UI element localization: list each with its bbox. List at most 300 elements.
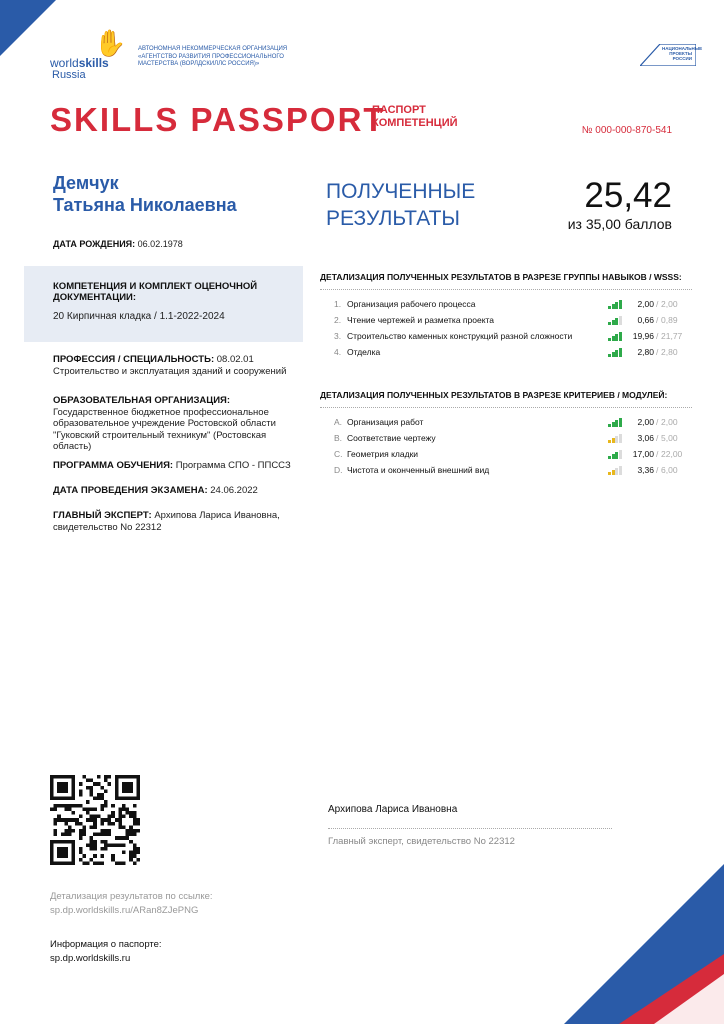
- row-slash: /: [656, 331, 659, 341]
- qr-module: [126, 833, 130, 837]
- page-subtitle: ПАСПОРТ КОМПЕТЕНЦИЙ: [372, 104, 458, 129]
- qr-module: [104, 833, 108, 837]
- qr-module: [93, 807, 97, 811]
- dob-label: ДАТА РОЖДЕНИЯ:: [53, 239, 136, 249]
- qr-module: [57, 847, 68, 858]
- qr-module: [129, 851, 133, 855]
- row-score: 2,00: [637, 299, 654, 309]
- signal-bar: [619, 332, 622, 341]
- qr-module: [64, 818, 68, 822]
- signal-bars-icon: [608, 316, 622, 325]
- qr-module: [100, 840, 104, 844]
- qr-module: [104, 818, 108, 822]
- competence-label: КОМПЕТЕНЦИЯ И КОМПЛЕКТ ОЦЕНОЧНОЙ ДОКУМЕНТАЦИИ:: [53, 281, 258, 303]
- qr-module: [118, 807, 122, 811]
- qr-module: [122, 861, 126, 865]
- qr-module: [100, 829, 104, 833]
- signal-bars-icon: [608, 332, 622, 341]
- worldskills-hands-icon: ✋: [94, 28, 127, 58]
- qr-module: [122, 843, 126, 847]
- qr-module: [133, 861, 137, 865]
- qr-module: [68, 818, 72, 822]
- row-slash: /: [656, 347, 659, 357]
- qr-module: [108, 775, 112, 779]
- qr-module: [68, 829, 72, 833]
- qr-module: [50, 807, 54, 811]
- date-of-birth: [53, 239, 183, 249]
- qr-module: [104, 775, 108, 779]
- qr-module: [54, 822, 58, 826]
- qr-module: [118, 836, 122, 840]
- qr-module: [90, 847, 94, 851]
- qr-module: [90, 789, 94, 793]
- qr-module: [54, 829, 58, 833]
- signature-role: Главный эксперт, свидетельство No 22312: [328, 836, 515, 847]
- qr-module: [104, 789, 108, 793]
- qr-module: [133, 854, 137, 858]
- exam-date-label: ДАТА ПРОВЕДЕНИЯ ЭКЗАМЕНА:: [53, 485, 208, 496]
- qr-module: [61, 804, 65, 808]
- qr-module: [93, 825, 97, 829]
- qr-module: [68, 807, 72, 811]
- holder-last-name: Демчук: [53, 173, 119, 193]
- signal-bar: [619, 450, 622, 459]
- corner-decoration-flag: [524, 864, 724, 1024]
- qr-module: [129, 833, 133, 837]
- row-slash: /: [656, 465, 659, 475]
- qr-module: [118, 825, 122, 829]
- passport-info-block: [50, 938, 300, 966]
- qr-module: [111, 811, 115, 815]
- qr-module: [136, 822, 140, 826]
- row-slash: /: [656, 417, 659, 427]
- exam-date-value: 24.06.2022: [210, 485, 258, 496]
- qr-module: [79, 851, 83, 855]
- qr-module: [64, 829, 68, 833]
- qr-module: [82, 854, 86, 858]
- row-max: 21,77: [661, 331, 683, 341]
- qr-module: [79, 804, 83, 808]
- qr-module: [104, 847, 108, 851]
- qr-module: [104, 840, 108, 844]
- qr-module: [79, 847, 83, 851]
- qr-module: [86, 811, 90, 815]
- qr-module: [126, 807, 130, 811]
- qr-module: [64, 822, 68, 826]
- row-score: 3,06: [637, 433, 654, 443]
- qr-module: [86, 843, 90, 847]
- qr-module: [79, 789, 83, 793]
- row-score: 2,00: [637, 417, 654, 427]
- logo-country: Russia: [52, 69, 86, 81]
- row-max: 2,00: [661, 417, 678, 427]
- qr-module: [97, 775, 101, 779]
- qr-module: [75, 818, 79, 822]
- qr-module: [54, 833, 58, 837]
- qr-module: [104, 804, 108, 808]
- qr-module: [54, 804, 58, 808]
- qr-module: [90, 858, 94, 862]
- qr-module: [57, 804, 61, 808]
- qr-module: [133, 804, 137, 808]
- qr-module: [115, 843, 119, 847]
- signal-bar: [619, 434, 622, 443]
- skills-section-divider: [320, 289, 692, 290]
- qr-module: [82, 775, 86, 779]
- qr-module: [68, 804, 72, 808]
- row-name: Отделка: [347, 347, 381, 357]
- qr-module: [129, 829, 133, 833]
- qr-module: [86, 800, 90, 804]
- row-score: 19,96: [632, 331, 654, 341]
- program-block: [53, 460, 303, 472]
- qr-module: [100, 786, 104, 790]
- qr-module: [57, 782, 68, 793]
- holder-name: [53, 172, 293, 216]
- results-title: ПОЛУЧЕННЫЕ РЕЗУЛЬТАТЫ: [326, 180, 476, 230]
- qr-module: [111, 815, 115, 819]
- qr-module: [108, 829, 112, 833]
- row-max: 5,00: [661, 433, 678, 443]
- signal-bar: [619, 300, 622, 309]
- skills-section-title: ДЕТАЛИЗАЦИЯ ПОЛУЧЕННЫХ РЕЗУЛЬТАТОВ В РАЗРЕЗЕ ГРУППЫ НАВЫКОВ / WSSS:: [320, 272, 682, 282]
- page-title: SKILLS PASSPORT: [50, 101, 386, 138]
- qr-module: [97, 861, 101, 865]
- qr-module: [68, 825, 72, 829]
- row-max: 6,00: [661, 465, 678, 475]
- qr-module: [79, 822, 83, 826]
- logo-wordmark: worldskills: [50, 56, 109, 70]
- qr-module: [100, 818, 104, 822]
- qr-module: [136, 847, 140, 851]
- corner-decoration-blue: [0, 0, 56, 56]
- qr-module: [133, 811, 137, 815]
- qr-module: [100, 833, 104, 837]
- qr-module: [129, 815, 133, 819]
- qr-module: [129, 854, 133, 858]
- row-slash: /: [656, 315, 659, 325]
- qr-module: [97, 797, 101, 801]
- qr-module: [97, 793, 101, 797]
- qr-module: [100, 854, 104, 858]
- row-max: 0,89: [661, 315, 678, 325]
- qr-module: [111, 822, 115, 826]
- qr-module: [75, 822, 79, 826]
- row-score: 2,80: [637, 347, 654, 357]
- qr-module: [97, 782, 101, 786]
- qr-module: [86, 779, 90, 783]
- qr-module: [100, 793, 104, 797]
- qr-module: [79, 782, 83, 786]
- qr-module: [122, 815, 126, 819]
- row-slash: /: [656, 449, 659, 459]
- row-number: A.: [334, 417, 343, 427]
- qr-module: [104, 829, 108, 833]
- qr-module: [133, 815, 137, 819]
- education-org-value: Государственное бюджетное профессиональное образовательное учреждение Ростовской области "Гуковский строительный техникум" (Ростовская область): [53, 406, 276, 452]
- qr-module: [136, 851, 140, 855]
- total-score: 25,42: [584, 176, 672, 215]
- qr-module: [136, 818, 140, 822]
- passport-number: № 000-000-870-541: [581, 125, 672, 136]
- holder-first-names: Татьяна Николаевна: [53, 195, 237, 215]
- result-row: [334, 297, 690, 312]
- result-row: [334, 431, 690, 446]
- education-org-block: [53, 395, 303, 453]
- national-projects-text: НАЦИОНАЛЬНЫЕ ПРОЕКТЫ РОССИИ: [662, 46, 703, 61]
- row-max: 22,00: [661, 449, 683, 459]
- qr-module: [108, 782, 112, 786]
- qr-module: [90, 840, 94, 844]
- organization-name: АВТОНОМНАЯ НЕКОММЕРЧЕСКАЯ ОРГАНИЗАЦИЯ «АГЕНТСТВО РАЗВИТИЯ ПРОФЕССИОНАЛЬНОГО МАСТЕРСТВА (ВОРЛДСКИЛЛС РОССИЯ)»: [138, 46, 288, 67]
- qr-module: [115, 818, 119, 822]
- qr-module: [82, 807, 86, 811]
- row-name: Чистота и оконченный внешний вид: [347, 465, 490, 475]
- row-slash: /: [656, 433, 659, 443]
- qr-module: [133, 822, 137, 826]
- qr-module: [90, 825, 94, 829]
- qr-module: [90, 836, 94, 840]
- result-row: [334, 329, 690, 344]
- qr-module: [64, 804, 68, 808]
- qr-module: [72, 829, 76, 833]
- passport-info-url[interactable]: sp.dp.worldskills.ru: [50, 953, 131, 964]
- signal-bars-icon: [608, 418, 622, 427]
- row-name: Организация работ: [347, 417, 424, 427]
- qr-module: [79, 833, 83, 837]
- worldskills-logo: [50, 28, 127, 81]
- qr-module: [97, 815, 101, 819]
- qr-module: [100, 804, 104, 808]
- qr-module: [97, 833, 101, 837]
- qr-module: [108, 822, 112, 826]
- row-name: Чтение чертежей и разметка проекта: [347, 315, 495, 325]
- qr-module: [133, 833, 137, 837]
- row-name: Геометрия кладки: [347, 449, 419, 459]
- qr-module: [57, 815, 61, 819]
- qr-module: [57, 818, 61, 822]
- program-value: Программа СПО - ППССЗ: [175, 460, 291, 471]
- qr-module: [129, 825, 133, 829]
- qr-module: [72, 804, 76, 808]
- qr-module: [93, 782, 97, 786]
- max-score: из 35,00 баллов: [567, 216, 672, 232]
- qr-module: [111, 854, 115, 858]
- results-link-url[interactable]: sp.dp.worldskills.ru/ARan8ZJePNG: [50, 905, 199, 916]
- qr-module: [93, 854, 97, 858]
- qr-module: [133, 829, 137, 833]
- row-number: C.: [334, 449, 343, 459]
- qr-module: [122, 825, 126, 829]
- qr-module: [133, 847, 137, 851]
- row-name: Организация рабочего процесса: [347, 299, 476, 309]
- qr-module: [90, 818, 94, 822]
- qr-module: [79, 836, 83, 840]
- qr-module: [93, 818, 97, 822]
- qr-module: [118, 815, 122, 819]
- qr-code[interactable]: [50, 775, 140, 865]
- signal-bar: [619, 316, 622, 325]
- qr-module: [82, 825, 86, 829]
- qr-module: [100, 797, 104, 801]
- qr-module: [90, 807, 94, 811]
- qr-module: [82, 861, 86, 865]
- qr-module: [93, 833, 97, 837]
- qr-module: [75, 804, 79, 808]
- qr-module: [129, 811, 133, 815]
- qr-module: [122, 836, 126, 840]
- chief-expert-block: [53, 510, 303, 533]
- row-score: 17,00: [632, 449, 654, 459]
- qr-module: [86, 807, 90, 811]
- qr-module: [129, 840, 133, 844]
- criteria-section-divider: [320, 407, 692, 408]
- qr-module: [108, 833, 112, 837]
- qr-module: [64, 833, 68, 837]
- qr-module: [72, 811, 76, 815]
- qr-module: [115, 836, 119, 840]
- qr-module: [118, 811, 122, 815]
- qr-module: [79, 829, 83, 833]
- result-row: [334, 463, 690, 478]
- result-row: [334, 447, 690, 462]
- qr-module: [108, 815, 112, 819]
- qr-module: [118, 861, 122, 865]
- competence-value: 20 Кирпичная кладка / 1.1-2022-2024: [53, 311, 225, 322]
- row-number: 3.: [334, 331, 342, 341]
- qr-module: [126, 811, 130, 815]
- qr-module: [79, 815, 83, 819]
- qr-module: [93, 797, 97, 801]
- qr-module: [126, 829, 130, 833]
- qr-module: [100, 847, 104, 851]
- qr-module: [122, 804, 126, 808]
- signature-line: [328, 828, 612, 829]
- qr-module: [133, 843, 137, 847]
- qr-module: [118, 818, 122, 822]
- signal-bars-icon: [608, 434, 622, 443]
- qr-module: [122, 782, 133, 793]
- qr-module: [126, 836, 130, 840]
- qr-module: [122, 807, 126, 811]
- qr-module: [118, 843, 122, 847]
- qr-module: [111, 804, 115, 808]
- signal-bar: [619, 418, 622, 427]
- passport-info-label: Информация о паспорте:: [50, 939, 162, 950]
- qr-module: [90, 843, 94, 847]
- qr-module: [82, 833, 86, 837]
- criteria-section-title: ДЕТАЛИЗАЦИЯ ПОЛУЧЕННЫХ РЕЗУЛЬТАТОВ В РАЗРЕЗЕ КРИТЕРИЕВ / МОДУЛЕЙ:: [320, 390, 668, 400]
- row-score: 0,66: [637, 315, 654, 325]
- qr-module: [93, 861, 97, 865]
- qr-module: [115, 861, 119, 865]
- signal-bar: [619, 466, 622, 475]
- row-number: 4.: [334, 347, 342, 357]
- signal-bars-icon: [608, 466, 622, 475]
- signal-bars-icon: [608, 300, 622, 309]
- row-max: 2,80: [661, 347, 678, 357]
- qr-module: [90, 793, 94, 797]
- row-max: 2,00: [661, 299, 678, 309]
- row-number: 2.: [334, 315, 342, 325]
- row-score: 3,36: [637, 465, 654, 475]
- qr-module: [61, 818, 65, 822]
- qr-module: [136, 829, 140, 833]
- education-org-label: ОБРАЗОВАТЕЛЬНАЯ ОРГАНИЗАЦИЯ:: [53, 395, 231, 406]
- qr-module: [79, 793, 83, 797]
- qr-module: [122, 851, 126, 855]
- row-number: B.: [334, 433, 343, 443]
- qr-module: [90, 779, 94, 783]
- result-row: [334, 345, 690, 360]
- signal-bars-icon: [608, 348, 622, 357]
- qr-module: [54, 807, 58, 811]
- qr-module: [136, 858, 140, 862]
- exam-date-block: [53, 485, 303, 497]
- qr-module: [93, 815, 97, 819]
- qr-module: [133, 818, 137, 822]
- qr-module: [104, 800, 108, 804]
- signal-bars-icon: [608, 450, 622, 459]
- result-row: [334, 313, 690, 328]
- qr-module: [86, 786, 90, 790]
- competence-box: [24, 266, 303, 342]
- qr-module: [79, 858, 83, 862]
- qr-module: [93, 847, 97, 851]
- qr-module: [108, 843, 112, 847]
- row-number: D.: [334, 465, 343, 475]
- row-slash: /: [656, 299, 659, 309]
- profession-block: [53, 354, 303, 377]
- qr-module: [104, 843, 108, 847]
- qr-module: [111, 843, 115, 847]
- qr-module: [100, 822, 104, 826]
- qr-module: [118, 822, 122, 826]
- qr-module: [111, 858, 115, 862]
- qr-module: [54, 818, 58, 822]
- qr-module: [93, 822, 97, 826]
- qr-module: [90, 786, 94, 790]
- chief-expert-value: Архипова Лариса Ивановна, свидетельство No 22312: [53, 510, 280, 533]
- signature-name: Архипова Лариса Ивановна: [328, 804, 458, 815]
- qr-module: [129, 858, 133, 862]
- qr-module: [133, 851, 137, 855]
- program-label: ПРОГРАММА ОБУЧЕНИЯ:: [53, 460, 174, 471]
- signal-bar: [619, 348, 622, 357]
- qr-module: [90, 815, 94, 819]
- results-link-label: Детализация результатов по ссылке:: [50, 891, 213, 902]
- qr-module: [61, 833, 65, 837]
- profession-label: ПРОФЕССИЯ / СПЕЦИАЛЬНОСТЬ:: [53, 354, 215, 365]
- qr-module: [68, 833, 72, 837]
- row-number: 1.: [334, 299, 342, 309]
- qr-module: [108, 818, 112, 822]
- dob-value: 06.02.1978: [137, 239, 183, 249]
- profession-value: 08.02.01 Строительство и эксплуатация зданий и сооружений: [53, 354, 287, 377]
- qr-module: [93, 840, 97, 844]
- qr-module: [82, 829, 86, 833]
- qr-module: [100, 807, 104, 811]
- qr-module: [100, 861, 104, 865]
- row-name: Соответствие чертежу: [347, 433, 436, 443]
- results-link-block: [50, 890, 300, 918]
- chief-expert-label: ГЛАВНЫЙ ЭКСПЕРТ:: [53, 510, 152, 521]
- qr-module: [86, 861, 90, 865]
- row-name: Строительство каменных конструкций разной сложности: [347, 331, 573, 341]
- qr-module: [93, 843, 97, 847]
- qr-module: [64, 807, 68, 811]
- qr-module: [104, 779, 108, 783]
